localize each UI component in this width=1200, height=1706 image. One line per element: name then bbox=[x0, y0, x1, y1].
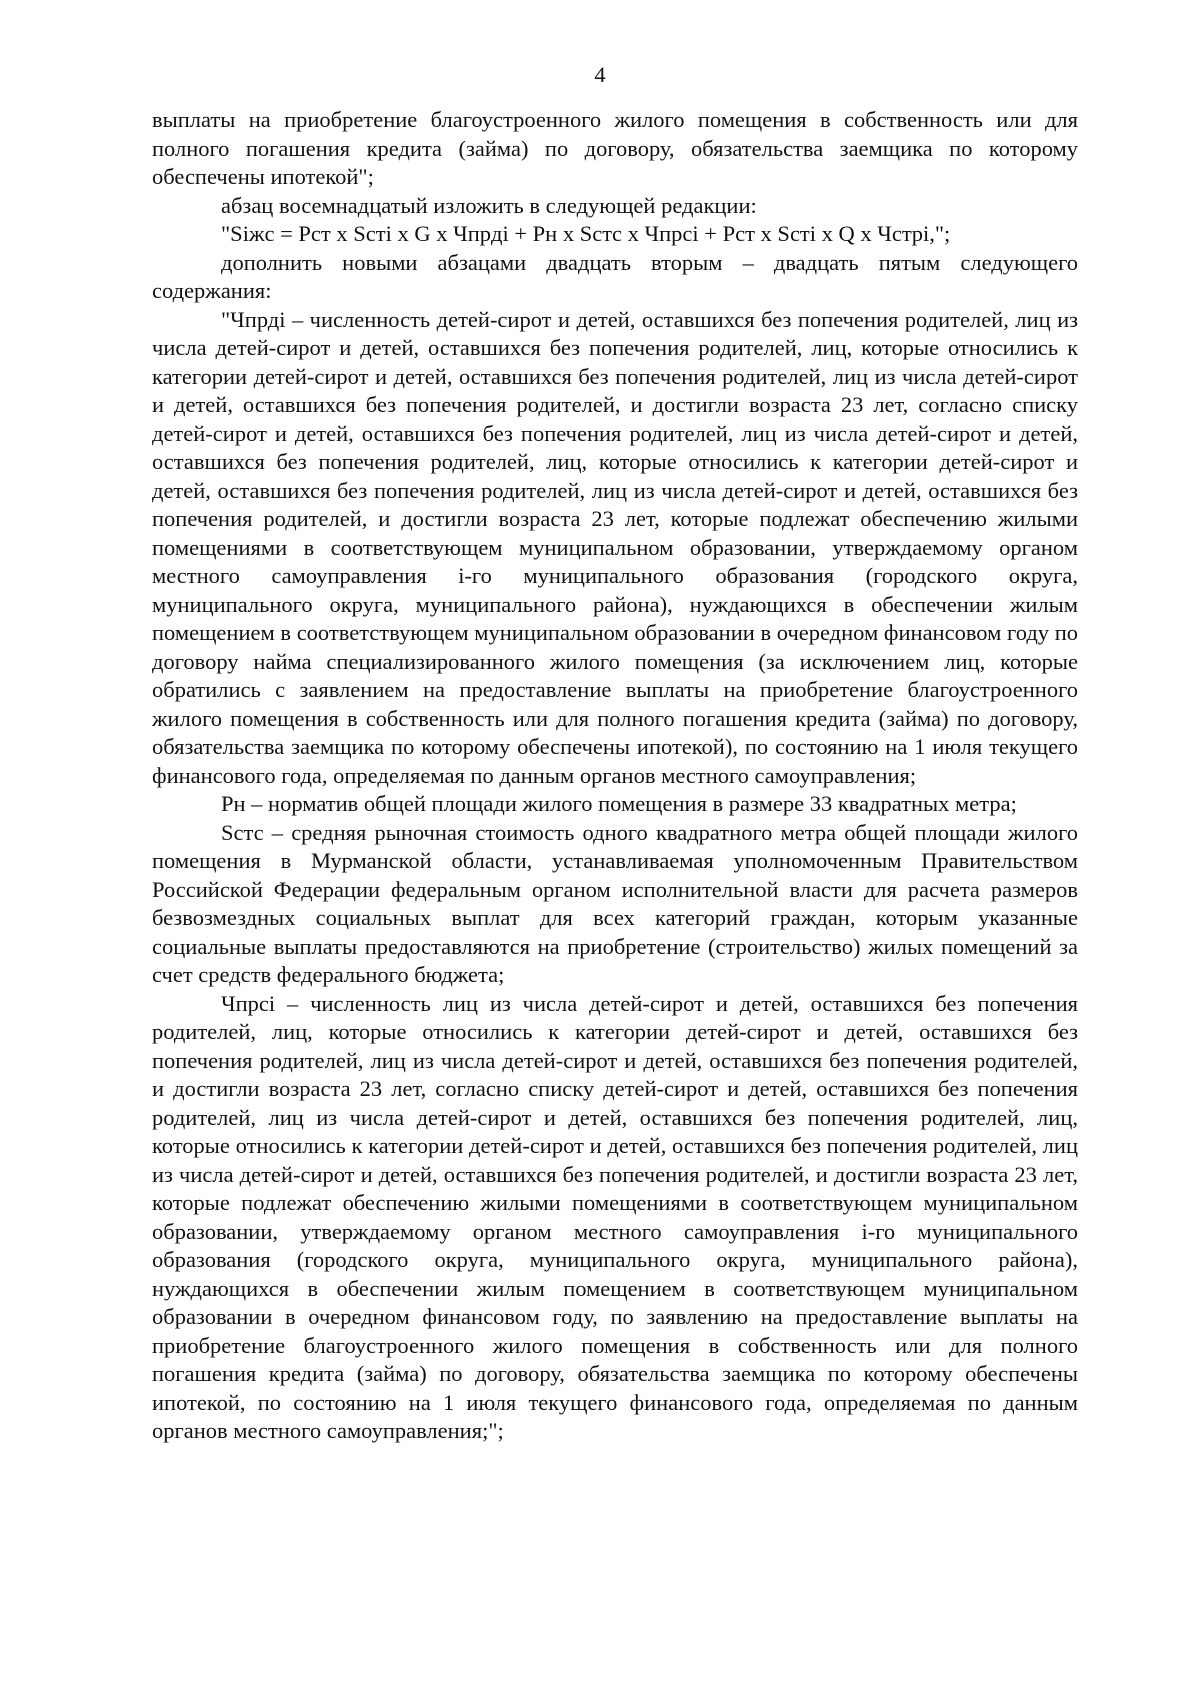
paragraph-formula: "Siжc = Pcт x Scтi x G x Чпpдi + Pн x Scтc x Чпpci + Pcт x Scтi x Q x Чcтpi,"; bbox=[221, 221, 951, 246]
paragraph-definition-chprd: "Чпрдi – численность детей-сирот и детей, оставшихся без попечения родителей, лиц из числа детей-сирот и детей, оставшихся без попечения родителей, лиц, которые относились к категории детей-сирот и детей, оставшихся без попечения родителей, лиц из числа детей-сирот и детей, оставшихся без попечения родителей, и достигли возраста 23 лет, согласно списку детей-сирот и детей, оставшихся без попечения родителей, лиц из числа детей-сирот и детей, оставшихся без попечения родителей, лиц, которые относились к категории детей-сирот и детей, оставшихся без попечения родителей, лиц из числа детей-сирот и детей, оставшихся без попечения родителей, и достигли возраста 23 лет, которые подлежат обеспечению жилыми помещениями в соответствующем муниципальном образовании, утверждаемому органом местного самоуправления i-го муниципального образования (городского округа, муниципального округа, муниципального района), нуждающихся в обеспечении жилым помещением в соответствующем муниципальном образовании в очередном финансовом году по договору найма специализированного жилого помещения (за исключением лиц, которые обратились с заявлением на предоставление выплаты на приобретение благоустроенного жилого помещения в собственность или для полного погашения кредита (займа) по договору, обязательства заемщика по которому обеспечены ипотекой), по состоянию на 1 июля текущего финансового года, определяемая по данным органов местного самоуправления; bbox=[152, 306, 1078, 788]
paragraph-continuation: выплаты на приобретение благоустроенного жилого помещения в собственность или для полного погашения кредита (займа) по договору, обязательства заемщика по которому обеспечены ипотекой"; bbox=[152, 107, 1078, 189]
document-body bbox=[152, 106, 1078, 1446]
paragraph-definition-chprs: Чпрсi – численность лиц из числа детей-сирот и детей, оставшихся без попечения родителей, лиц, которые относились к категории детей-сирот и детей, оставшихся без попечения родителей, лиц из числа детей-сирот и детей, оставшихся без попечения родителей, и достигли возраста 23 лет, согласно списку детей-сирот и детей, оставшихся без попечения родителей, лиц из числа детей-сирот и детей, оставшихся без попечения родителей, лиц, которые относились к категории детей-сирот и детей, оставшихся без попечения родителей, лиц из числа детей-сирот и детей, оставшихся без попечения родителей, и достигли возраста 23 лет, которые подлежат обеспечению жилыми помещениями в соответствующем муниципальном образовании, утверждаемому органом местного самоуправления i-го муниципального образования (городского округа, муниципального округа, муниципального района), нуждающихся в обеспечении жилым помещением в соответствующем муниципальном образовании в очередном финансовом году, по заявлению на предоставление выплаты на приобретение благоустроенного жилого помещения в собственность или для полного погашения кредита (займа) по договору, обязательства заемщика по которому обеспечены ипотекой, по состоянию на 1 июля текущего финансового года, определяемая по данным органов местного самоуправления;"; bbox=[152, 990, 1078, 1443]
paragraph-definition-rn: Рн – норматив общей площади жилого помещения в размере 33 квадратных метра; bbox=[221, 791, 1017, 816]
paragraph-definition-sstc: Sстс – средняя рыночная стоимость одного квадратного метра общей площади жилого помещения в Мурманской области, устанавливаемая уполномоченным Правительством Российской Федерации федеральным органом исполнительной власти для расчета размеров безвозмездных социальных выплат для всех категорий граждан, которым указанные социальные выплаты предоставляются на приобретение (строительство) жилых помещений за счет средств федерального бюджета; bbox=[152, 819, 1078, 987]
paragraph-instruction-22-25: дополнить новыми абзацами двадцать вторым – двадцать пятым следующего содержания: bbox=[152, 249, 1078, 303]
page-number: 4 bbox=[594, 62, 606, 87]
paragraph-instruction-18: абзац восемнадцатый изложить в следующей редакции: bbox=[221, 192, 757, 218]
